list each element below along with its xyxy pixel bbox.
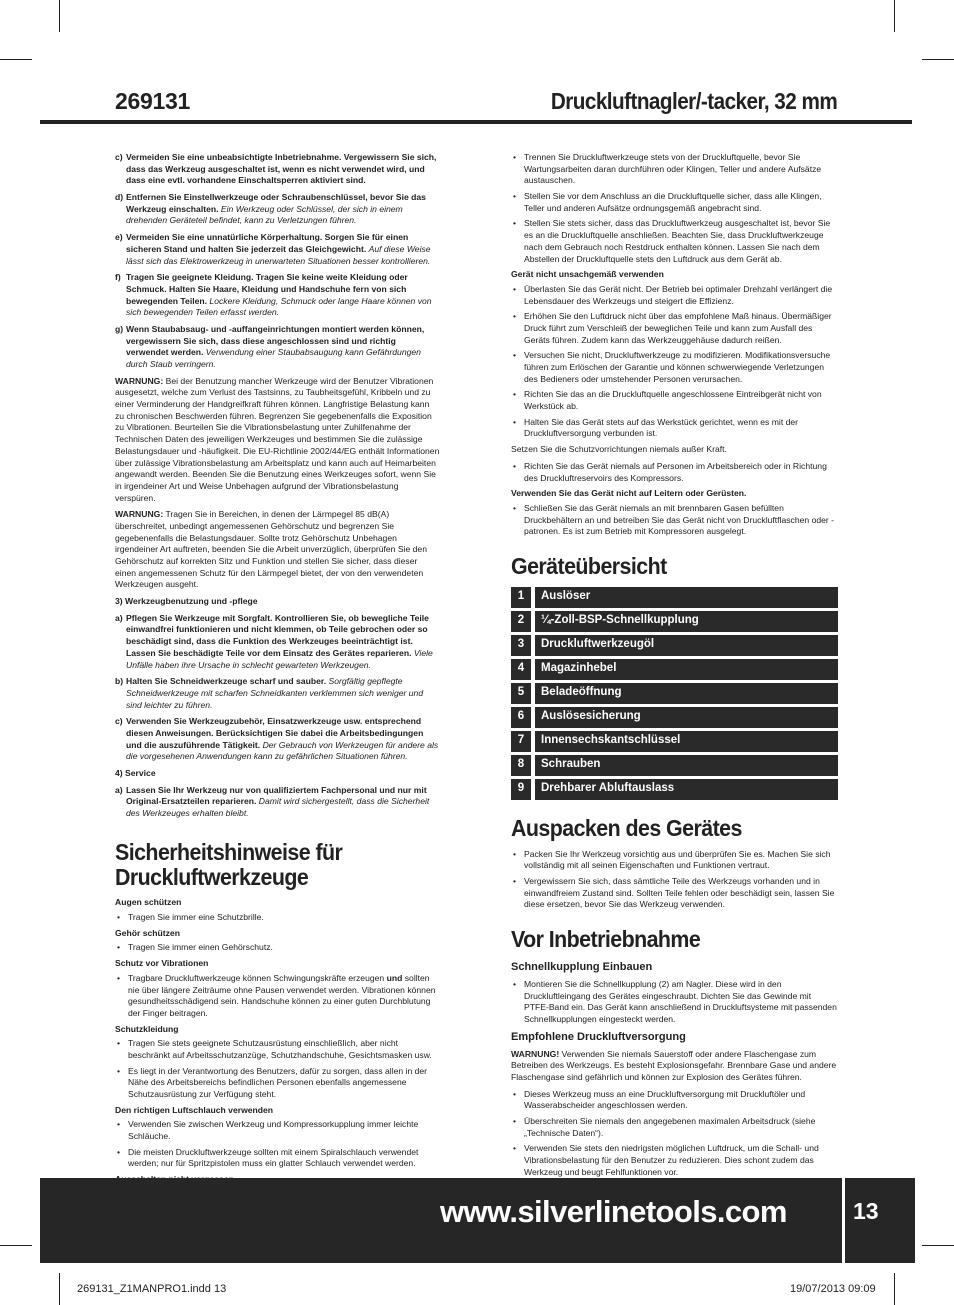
list-item: f) Tragen Sie geeignete Kleidung. Tragen Sie keine weite Kleidung oder Schmuck. Halten Sie Haare, Kleidung und Handschuhe fern von sich bewegenden Teilen. Lockere Kleidung, Schmuck oder lange Haare können von sich bewegenden Teilen erfasst werden. [115, 272, 432, 318]
subheading: Gehör schützen [115, 927, 180, 938]
subheading: Schnellkupplung Einbauen [511, 960, 653, 973]
list-item: • Versuchen Sie nicht, Druckluftwerkzeuge zu modifizieren. Modifikationsversuche führen zum Erlöschen der Garantie und können schwerwiegende Verletzungen des Bedieners oder umstehender Personen verursachen. [513, 350, 831, 384]
list-item: • Montieren Sie die Schnellkupplung (2) am Nagler. Diese wird in den Druckluftleingang des Gerätes eingeschraubt. Dichten Sie das Gewinde mit PTFE-Band ein. Das Gerät kann anschließend in Druckluftsysteme mit passenden Schnellkupplungen eingesteckt werden. [513, 978, 837, 1024]
parts-row: 7 Innensechskantschlüssel [511, 731, 838, 752]
list-item: a) Lassen Sie Ihr Werkzeug nur von qualifiziertem Fachpersonal und nur mit Original-Ersatzteilen reparieren. Damit wird sichergestellt, dass die Sicherheit des Werkzeuges erhalten bleibt. [115, 784, 430, 819]
list-item: d) Entfernen Sie Einstellwerkzeuge oder Schraubenschlüssel, bevor Sie das Werkzeug einschalten. Ein Werkzeug oder Schlüssel, der sich in einem drehenden Geräteteil befindet, kann zu Verletzungen führen. [115, 192, 426, 226]
list-item: • Es liegt in der Verantwortung des Benutzers, dafür zu sorgen, dass allen in der Nähe des Arbeitsbereichs befindlichen Personen ebenfalls angemessene Schutzausrüstung zur Verfügung steht. [117, 1065, 428, 1100]
list-item: • Stellen Sie vor dem Anschluss an die Druckluftquelle sicher, dass alle Klingen, Teller und anderen Aufsätze ordnungsgemäß angebracht sind. [513, 191, 822, 213]
page-header [115, 88, 837, 118]
crop-mark [894, 1273, 895, 1305]
list-item: • Die meisten Druckluftwerkzeuge sollten mit einem Spiralschlauch verwendet werden; nur für Spritzpistolen muss ein glatter Schlauch verwendet werden. [117, 1146, 419, 1169]
list-item: • Tragen Sie immer einen Gehörschutz. [117, 942, 273, 953]
header-rule [40, 120, 912, 124]
subheading: Den richtigen Luftschlauch verwenden [115, 1104, 274, 1115]
left-column [115, 152, 440, 1216]
parts-list [511, 587, 838, 800]
crop-mark [59, 0, 60, 32]
list-item: a) Pflegen Sie Werkzeuge mit Sorgfalt. Kontrollieren Sie, ob bewegliche Teile einwandfrei funktionieren und nicht klemmen, ob Teile gebrochen oder so beschädigt sind, dass die Funktion des Werkzeuges beeinträchtigt ist. Lassen Sie beschädigte Teile vor dem Einsatz des Gerätes reparieren. Viele Unfälle haben ihre Ursache in schlecht gewarteten Werkzeugen. [115, 612, 433, 670]
list-item: c) Vermeiden Sie eine unbeabsichtigte Inbetriebnahme. Vergewissern Sie sich, dass das Werkzeug ausgeschaltet ist, wenn es nicht verwendet wird, und dass eine evtl. vorhandene Einschaltsperren aktiviert sind. [115, 152, 437, 186]
list-item: • Trennen Sie Druckluftwerkzeuge stets von der Druckluftquelle, bevor Sie Wartungsarbeiten daran durchführen oder Klingen, Teller und andere Aufsätze austauschen. [513, 152, 822, 186]
crop-mark [894, 0, 895, 32]
list-item: • Tragen Sie stets geeignete Schutzausrüstung einschließlich, aber nicht beschränkt auf Arbeitsschutzanzüge, Schutzhandschuhe, Gesichtsmasken usw. [117, 1038, 432, 1060]
crop-mark [59, 1273, 60, 1305]
parts-row: 3 Druckluftwerkzeugöl [511, 635, 838, 656]
parts-row: 5 Beladeöffnung [511, 683, 838, 704]
date-slug: 19/07/2013 09:09 [790, 1283, 876, 1295]
subheading: Gerät nicht unsachgemäß verwenden [511, 269, 664, 280]
website-url: www.silverlinetools.com [440, 1194, 787, 1229]
before-use-heading: Vor Inbetriebnahme [511, 926, 701, 953]
list-item: b) Halten Sie Schneidwerkzeuge scharf und sauber. Sorgfältig gepflegte Schneidwerkzeuge mit scharfen Schneidkanten verklemmen sich weniger und sind leichter zu führen. [115, 676, 424, 710]
list-item: • Vergewissern Sie sich, dass sämtliche Teile des Werkzeugs vorhanden und in einwandfreiem Zustand sind. Sollten Teile fehlen oder beschädigt sein, lassen Sie diese ersetzen, bevor Sie das Werkzeug verwenden. [513, 875, 835, 910]
list-item: • Richten Sie das an die Druckluftquelle angeschlossene Eintreibgerät nicht von Werkstück ab. [513, 389, 822, 412]
list-item: c) Verwenden Sie Werkzeugzubehör, Einsatzwerkzeuge usw. entsprechend diesen Anweisungen. Berücksichtigen Sie dabei die Arbeitsbedingungen und die auszuführende Tätigkeit. Der Gebrauch von Werkzeugen für andere als die vorgesehenen Anwendungen kann zu gefährlichen Situationen führen. [115, 716, 439, 762]
vibration-warning: WARNUNG: Bei der Benutzung mancher Werkzeuge wird der Benutzer Vibrationen ausgesetzt, welche zum Verlust des Tastsinns, zu Taubheitsgefühl, Kribbeln und zu einer Verminderung der Handgreifkraft führen können. Langfristige Belastung kann zu chronischen Beschwerden führen. Begrenzen Sie gegebenenfalls die Exposition zu Vibrationen. Beurteilen Sie die Vibrationsbelastung unter Zuhilfenahme der Technischen Daten des jeweiligen Werkzeuges und bestimmen Sie die zulässige Belastungsdauer und -häufigkeit. Die EU-Richtlinie 2002/44/EG enthält Informationen über zulässige Vibrationsbelastung am Arbeitsplatz und kann auch auf Heimarbeiten angewandt werden. Beenden Sie die Benutzung eines Werkzeuges sofort, wenn Sie in irgendeiner Art und Weise Unbehagen aufgrund der Vibrationsbelastung verspüren. [115, 375, 440, 503]
parts-row: 4 Magazinhebel [511, 659, 838, 680]
list-item: • Tragbare Druckluftwerkzeuge können Schwingungskräfte erzeugen und sollten nie über längere Zeiträume ohne Pausen verwendet werden. Vibrationen können gesundheitsschädigend sein. Handschuhe können zu einer guten Durchblutung der Finger beitragen. [117, 972, 436, 1018]
page-number: 13 [853, 1198, 879, 1224]
guard-text: Setzen Sie die Schutzvorrichtungen niemals außer Kraft. [511, 444, 727, 455]
list-item: • Dieses Werkzeug muss an eine Druckluftversorgung mit Druckluftöler und Wasserabscheider angeschlossen werden. [513, 1088, 806, 1111]
section-heading: 4) Service [115, 768, 156, 778]
crop-mark [0, 59, 32, 60]
list-item: • Verwenden Sie zwischen Werkzeug und Kompressorkupplung immer leichte Schläuche. [117, 1119, 419, 1142]
parts-heading: Geräteübersicht [511, 552, 667, 579]
list-item: • Richten Sie das Gerät niemals auf Personen im Arbeitsbereich oder in Richtung des Druckluftreservoirs des Kompressors. [513, 460, 827, 483]
list-item: • Schließen Sie das Gerät niemals an mit brennbaren Gasen befüllten Druckbehältern an und betreiben Sie das Gerät nicht von Druckluftflaschen oder -patronen. Es ist zum Betrieb mit Kompressoren ausgelegt. [513, 502, 835, 537]
supply-warning: WARNUNG! Verwenden Sie niemals Sauerstoff oder andere Flaschengase zum Betreiben des Werkzeugs. Es besteht Explosionsgefahr. Brennbare Gase und andere Flaschengase sind gefährlich und können zur Explosion des Gerätes führen. [511, 1048, 837, 1082]
parts-row: 1 Auslöser [511, 587, 838, 608]
subheading: Schutz vor Vibrationen [115, 958, 209, 969]
list-item: g) Wenn Staubabsaug- und -auffangeinrichtungen montiert werden können, vergewissern Sie sich, dass diese angeschlossen sind und richtig verwendet werden. Verwendung einer Staubabsaugung kann Gefährdungen durch Staub verringern. [115, 323, 425, 369]
list-item: • Tragen Sie immer eine Schutzbrille. [117, 912, 264, 923]
noise-warning: WARNUNG: Tragen Sie in Bereichen, in denen der Lärmpegel 85 dB(A) überschreitet, unbedingt angemessenen Gehörschutz und begrenzen Sie gegebenenfalls die Belastungsdauer. Sollte trotz Gehörschutz Unbehagen irgendeiner Art auftreten, beenden Sie die Arbeit unverzüglich, überprüfen Sie den Gehörschutz auf korrekten Sitz und Funktion und stellen Sie sicher, dass dieser einen angemessenen Schutz für den Lärmpegel bietet, der von den verwendeten Werkzeugen ausgeht. [115, 509, 427, 590]
list-item: • Überlasten Sie das Gerät nicht. Der Betrieb bei optimaler Drehzahl verlängert die Lebensdauer des Werkzeugs und steigert die Effizienz. [513, 283, 833, 306]
parts-row: 2 ¼-Zoll-BSP-Schnellkupplung [511, 611, 838, 632]
parts-row: 8 Schrauben [511, 755, 838, 776]
list-item: • Stellen Sie stets sicher, dass das Druckluftwerkzeug ausgeschaltet ist, bevor Sie es an die Druckluftquelle anschließen. Beachten Sie, dass Druckluftwerkzeuge nach dem Gebrauch noch Restdruck enthalten können. Lassen Sie nach dem Abstellen der Druckluftquelle stets den Luftdruck aus dem Gerät ab. [513, 218, 831, 264]
right-column [511, 152, 838, 1182]
parts-row: 6 Auslösesicherung [511, 707, 838, 728]
list-item: • Packen Sie Ihr Werkzeug vorsichtig aus und überprüfen Sie es. Machen Sie sich vollständig mit all seinen Eigenschaften und Funktionen vertraut. [513, 848, 831, 871]
subheading: Verwenden Sie das Gerät nicht auf Leitern oder Gerüsten. [511, 488, 747, 499]
list-item: • Verwenden Sie stets den niedrigsten möglichen Luftdruck, um die Schall- und Vibrationsbelastung für den Benutzer zu reduzieren. Dies schont zudem das Werkzeug und beugt Fehlfunktionen vor. [513, 1143, 819, 1177]
unpack-heading: Auspacken des Gerätes [511, 814, 742, 841]
list-item: e) Vermeiden Sie eine unnatürliche Körperhaltung. Sorgen Sie für einen sicheren Stand und halten Sie jederzeit das Gleichgewicht. Auf diese Weise lässt sich das Elektrowerkzeug in unerwarteten Situationen besser kontrollieren. [115, 232, 431, 266]
list-item: • Überschreiten Sie niemals den angegebenen maximalen Arbeitsdruck (siehe „Technische Daten“). [513, 1115, 816, 1138]
subheading: Empfohlene Druckluftversorgung [511, 1030, 686, 1043]
product-title: Druckluftnagler/-tacker, 32 mm [550, 88, 837, 114]
safety-heading: Sicherheitshinweise für Druckluftwerkzeuge [115, 838, 343, 890]
product-code: 269131 [115, 88, 190, 114]
parts-row: 9 Drehbarer Abluftauslass [511, 779, 838, 800]
crop-mark [922, 1245, 954, 1246]
file-slug: 269131_Z1MANPRO1.indd 13 [77, 1283, 227, 1295]
section-heading: 3) Werkzeugbenutzung und -pflege [115, 596, 258, 607]
subheading: Schutzkleidung [115, 1023, 179, 1034]
list-item: • Erhöhen Sie den Luftdruck nicht über das empfohlene Maß hinaus. Übermäßiger Druck führt zum Verschleiß der beweglichen Teile und kann zum Ausfall des Geräts führen. Zudem kann das Werkzeuggehäuse dadurch reißen. [513, 311, 832, 345]
crop-mark [0, 1245, 32, 1246]
list-item: • Halten Sie das Gerät stets auf das Werkstück gerichtet, wenn es mit der Druckluftversorgung verbunden ist. [513, 416, 799, 439]
subheading: Augen schützen [115, 897, 182, 908]
crop-mark [922, 59, 954, 60]
